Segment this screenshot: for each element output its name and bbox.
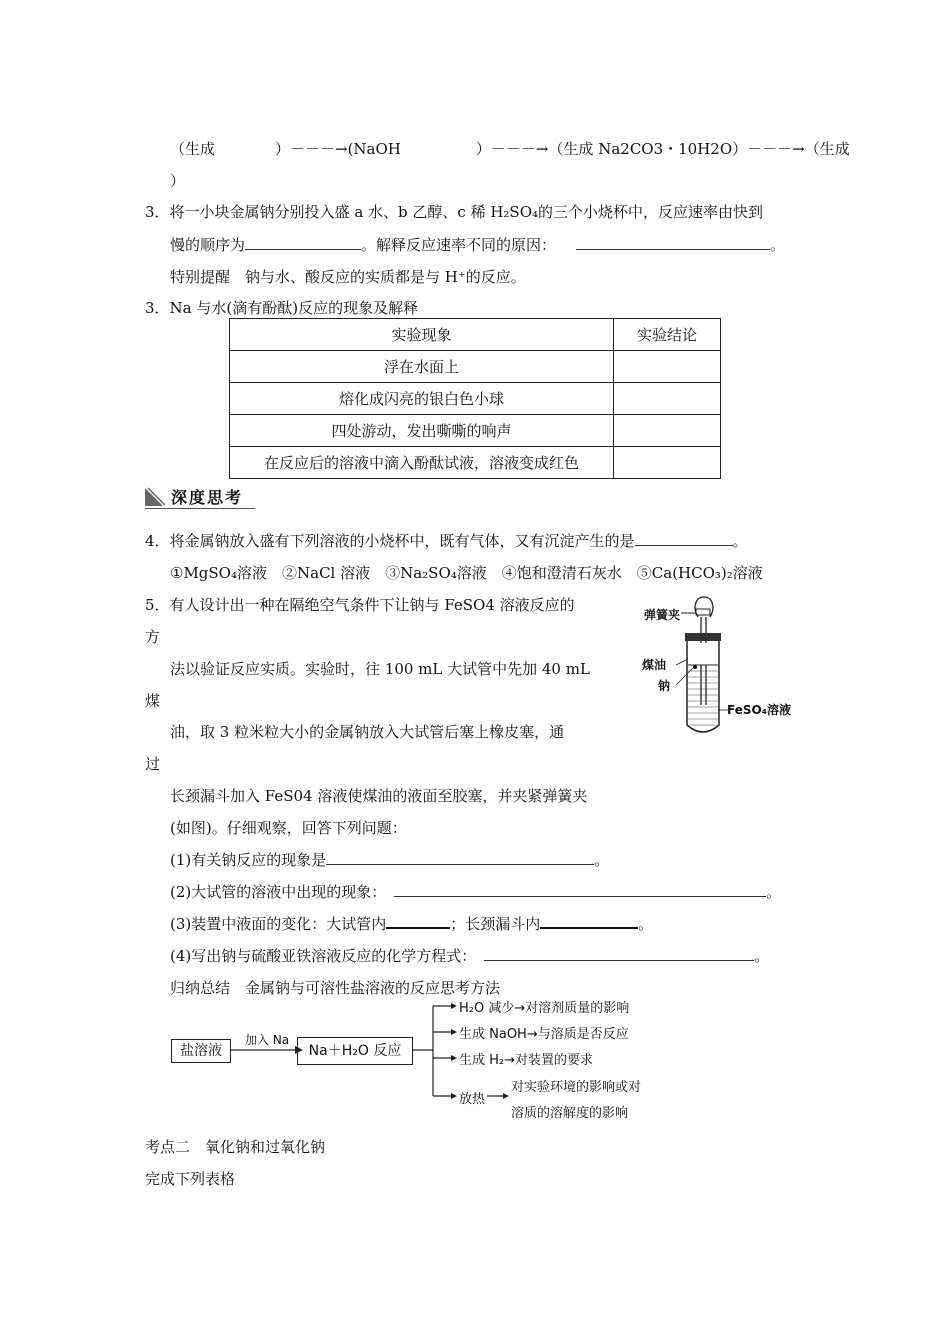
reaction-box: Na＋H₂O 反应 (297, 1037, 413, 1065)
table-row (230, 351, 721, 383)
section-header (145, 484, 255, 510)
special-tip: 特别提醒 钠与水、酸反应的实质都是与 H⁺的反应。 (170, 268, 526, 286)
q5-sub3-a: (3)装置中液面的变化：大试管内 (170, 915, 387, 933)
answer-blank[interactable] (245, 235, 361, 250)
q5-period: 。 (754, 947, 770, 965)
q5-line5: (如图)。仔细观察，回答下列问题： (170, 819, 407, 837)
table-header: 实验结论 (614, 319, 721, 351)
answer-blank[interactable] (576, 235, 770, 250)
q5-sub3 (170, 913, 653, 934)
reaction-method-diagram (145, 1000, 745, 1130)
table-cell: 浮在水面上 (230, 351, 614, 383)
add-na-label: 加入 Na (245, 1033, 290, 1047)
q3a-line2 (170, 234, 785, 255)
q5-line2b: 煤 (145, 692, 161, 710)
answer-blank[interactable] (635, 531, 733, 546)
clip-label: 弹簧夹 (644, 608, 681, 622)
q5-line1: 5．有人设计出一种在隔绝空气条件下让钠与 FeSO4 溶液反应的 (145, 596, 575, 614)
q4-end: 。 (732, 532, 748, 550)
summary-title: 归纳总结 金属钠与可溶性盐溶液的反应思考方法 (170, 979, 501, 997)
table-cell: 四处游动，发出嘶嘶的响声 (230, 415, 614, 447)
corner-triangle-icon (145, 486, 165, 506)
branch-h2: 生成 H₂→对装置的要求 (459, 1053, 594, 1068)
q5-sub1 (170, 849, 609, 870)
sodium-label: 钠 (658, 679, 671, 693)
answer-blank[interactable] (394, 882, 766, 897)
q4-line1 (145, 530, 748, 551)
point2-sub: 完成下列表格 (145, 1170, 236, 1188)
table-cell[interactable] (614, 383, 721, 415)
flow-arrows (145, 1000, 745, 1130)
q3a-line2-a: 慢的顺序为 (170, 236, 246, 254)
q5-line4: 长颈漏斗加入 FeS04 溶液使煤油的液面至胶塞，并夹紧弹簧夹 (170, 787, 588, 805)
q3a-line2-b: 。解释反应速率不同的原因： (361, 236, 557, 254)
apparatus-figure (638, 595, 791, 745)
table-header: 实验现象 (230, 319, 614, 351)
q3a-line2-c: 。 (770, 236, 786, 254)
table-cell[interactable] (614, 415, 721, 447)
branch-naoh: 生成 NaOH→与溶质是否反应 (459, 1027, 629, 1042)
q5-line3: 油，取 3 粒米粒大小的金属钠放入大试管后塞上橡皮塞，通 (170, 723, 565, 741)
q3b-title: 3．Na 与水(滴有酚酞)反应的现象及解释 (145, 299, 419, 317)
q4-text: 4．将金属钠放入盛有下列溶液的小烧杯中，既有气体，又有沉淀产生的是 (145, 532, 635, 550)
salt-solution-box: 盐溶液 (171, 1039, 231, 1063)
experiment-table (229, 318, 721, 479)
flow-line: （生成 ）－－－→(NaOH ）－－－→（生成 Na2CO3・10H2O）－－－→（生成 (170, 140, 850, 158)
branch-water: H₂O 减少→对溶剂质量的影响 (459, 1001, 630, 1016)
q5-period: 。 (766, 883, 782, 901)
q5-sub1-text: (1)有关钠反应的现象是 (170, 851, 327, 869)
table-row (230, 447, 721, 479)
q5-sub4-text: (4)写出钠与硫酸亚铁溶液反应的化学方程式： (170, 947, 477, 965)
q3a-line1: 3．将一小块金属钠分别投入盛 a 水、b 乙醇、c 稀 H₂SO₄的三个小烧杯中，反应速率由快到 (145, 203, 764, 221)
q5-sub3-b: ；长颈漏斗内 (450, 915, 541, 933)
table-cell[interactable] (614, 351, 721, 383)
branch-heat: 放热 (459, 1092, 486, 1107)
branch-heat-effect: 对实验环境的影响或对 (511, 1080, 642, 1095)
oil-label: 煤油 (642, 658, 667, 672)
q5-sub2-text: (2)大试管的溶液中出现的现象： (170, 883, 387, 901)
q5-line2: 法以验证反应实质。实验时，往 100 mL 大试管中先加 40 mL (170, 660, 590, 678)
q5-period: 。 (594, 851, 610, 869)
q4-options: ①MgSO₄溶液 ②NaCl 溶液 ③Na₂SO₄溶液 ④饱和澄清石灰水 ⑤Ca(HCO₃)₂溶液 (170, 564, 763, 582)
table-cell[interactable] (614, 447, 721, 479)
point2-title: 考点二 氧化钠和过氧化钠 (145, 1138, 326, 1156)
solution-label: FeSO₄溶液 (727, 703, 791, 717)
branch-heat-solubility: 溶质的溶解度的影响 (511, 1106, 629, 1121)
divider (145, 508, 255, 509)
table-header-row (230, 319, 721, 351)
table-cell: 熔化成闪亮的银白色小球 (230, 383, 614, 415)
q5-period: 。 (638, 915, 654, 933)
table-row (230, 383, 721, 415)
table-cell: 在反应后的溶液中滴入酚酞试液，溶液变成红色 (230, 447, 614, 479)
q5-sub4 (170, 945, 769, 966)
section-title: 深度思考 (171, 488, 244, 507)
answer-blank[interactable] (484, 946, 754, 961)
q5-line1b: 方 (145, 628, 161, 646)
q5-sub2 (170, 881, 781, 902)
table-row (230, 415, 721, 447)
flow-line-close: ） (170, 172, 186, 190)
answer-blank[interactable] (386, 913, 450, 929)
answer-blank[interactable] (540, 913, 638, 929)
answer-blank[interactable] (326, 850, 594, 865)
q5-line3b: 过 (145, 755, 161, 773)
